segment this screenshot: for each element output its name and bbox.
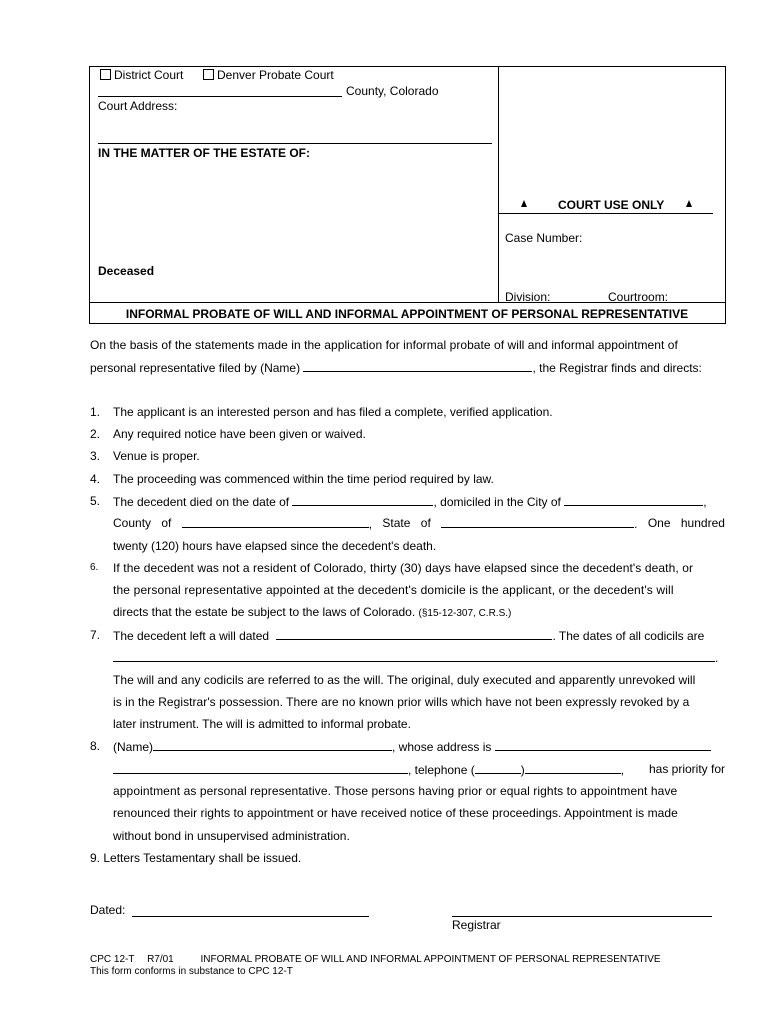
telephone-field[interactable]: [525, 762, 621, 774]
item-7-text-b: . The dates of all codicils are: [552, 629, 705, 643]
domicile-city-field[interactable]: [564, 494, 703, 506]
case-number-label: Case Number:: [505, 231, 583, 245]
dated-field[interactable]: [132, 916, 369, 917]
caption-divider: [498, 66, 499, 302]
denver-probate-court-label: Denver Probate Court: [217, 68, 334, 82]
intro-text-2b: , the Registrar finds and directs:: [532, 361, 702, 375]
item-5-text-f: ,: [368, 517, 373, 531]
item-2-number: 2.: [90, 427, 101, 441]
item-8-number: 8.: [90, 739, 101, 753]
denver-probate-court-option[interactable]: [203, 68, 334, 82]
intro-text-2a: personal representative filed by (Name): [90, 361, 301, 375]
division-label: Division:: [505, 290, 551, 304]
item-8-text-d: ): [520, 763, 525, 777]
item-3-number: 3.: [90, 449, 101, 463]
item-5-line-2: [113, 516, 725, 531]
up-arrow-left-icon: [521, 196, 527, 210]
item-6-text-b: the personal representative appointed at the decedent's domicile is the applicant, or the decedent's will: [113, 583, 674, 597]
pr-address-field[interactable]: [495, 739, 711, 751]
form-revision: R7/01: [147, 954, 174, 965]
item-5-text-a: The decedent died on the date of: [113, 495, 290, 509]
county-field[interactable]: [98, 96, 342, 97]
item-8-text-g: appointment as personal representative. Those persons having prior or equal rights to appointment have: [113, 784, 678, 798]
caption-box: [89, 66, 726, 324]
court-address-rule: [98, 143, 492, 144]
item-6-number: 6.: [90, 562, 99, 573]
item-8-text-b: , whose address is: [392, 740, 492, 754]
deceased-label: Deceased: [98, 264, 155, 278]
item-7-text-c: .: [715, 651, 719, 665]
form-code: CPC 12-T: [90, 954, 135, 965]
up-arrow-right-icon: [686, 196, 692, 210]
footer-conformance: This form conforms in substance to CPC 12-T: [90, 966, 293, 977]
applicant-name-field[interactable]: [303, 360, 532, 372]
item-1-number: 1.: [90, 405, 101, 419]
item-7-line-4: [113, 695, 725, 709]
item-8-line-1: [113, 739, 711, 754]
item-8-text-e: ,: [620, 763, 625, 777]
date-of-death-field[interactable]: [292, 494, 433, 506]
courtroom-label: Courtroom:: [608, 290, 669, 304]
county-colorado-label: County, Colorado: [346, 84, 439, 98]
item-6-line-1: [113, 561, 725, 575]
registrar-label: Registrar: [452, 918, 501, 932]
footer-form-title: INFORMAL PROBATE OF WILL AND INFORMAL APPOINTMENT OF PERSONAL REPRESENTATIVE: [200, 954, 661, 965]
court-address-label: Court Address:: [98, 99, 178, 113]
item-8-line-3: [113, 784, 725, 798]
item-8-text-c: , telephone (: [408, 763, 475, 777]
item-7-number: 7.: [90, 628, 101, 642]
item-5-line-3: twenty (120) hours have elapsed since the decedent's death.: [113, 539, 437, 553]
item-3-text: Venue is proper.: [113, 449, 200, 463]
item-5-text-h: of: [420, 516, 431, 530]
item-2-text: Any required notice have been given or waived.: [113, 427, 366, 441]
item-5-text-c: ,: [703, 495, 707, 509]
item-5-line-1: [113, 494, 707, 509]
item-6-line-3: [113, 605, 511, 619]
item-5-text-e: of: [161, 516, 172, 530]
dated-label: Dated:: [90, 903, 126, 917]
item-7-text-e: is in the Registrar's possession. There are no known prior wills which have not been expressly revoked by a: [113, 695, 690, 709]
will-date-field[interactable]: [276, 628, 552, 640]
district-court-checkbox[interactable]: [100, 69, 111, 80]
item-6-statute: (§15-12-307, C.R.S.): [418, 608, 512, 619]
county-of-death-field[interactable]: [182, 516, 369, 528]
item-7-line-1: [113, 628, 704, 643]
item-8-line-4: [113, 806, 725, 820]
item-7-line-5: later instrument. The will is admitted to informal probate.: [113, 717, 411, 731]
intro-line-1: [90, 338, 725, 352]
item-4-text: The proceeding was commenced within the time period required by law.: [113, 472, 494, 486]
item-8-line-5: without bond in unsupervised administration.: [113, 829, 350, 843]
item-7-line-2: [113, 650, 718, 665]
item-7-text-a: The decedent left a will dated: [113, 629, 270, 643]
item-6-text-c: directs that the estate be subject to the laws of Colorado.: [113, 605, 416, 619]
item-5-number: 5.: [90, 494, 101, 508]
district-court-label: District Court: [114, 68, 184, 82]
intro-line-2: [90, 360, 702, 375]
item-1-text: The applicant is an interested person and has filed a complete, verified application.: [113, 405, 553, 419]
item-5-text-b: , domiciled in the City of: [433, 495, 561, 509]
form-title: INFORMAL PROBATE OF WILL AND INFORMAL APPOINTMENT OF PERSONAL REPRESENTATIVE: [125, 307, 689, 321]
court-use-only-label: COURT USE ONLY: [558, 198, 665, 212]
item-8-text-h: renounced their rights to appointment or have received notice of these proceedings. Appointment is made: [113, 806, 678, 820]
item-5-text-i: .: [634, 517, 638, 531]
state-of-death-field[interactable]: [441, 516, 634, 528]
registrar-signature-line[interactable]: [452, 916, 712, 917]
footer-line-1: [90, 954, 661, 965]
item-5-text-k: hundred: [680, 516, 725, 530]
item-7-text-d: The will and any codicils are referred to as the will. The original, duly executed and apparently unrevoked will: [113, 673, 696, 687]
intro-text-1: On the basis of the statements made in the application for informal probate of will and informal appointment of: [90, 338, 678, 352]
item-8-line-2: [113, 762, 725, 777]
item-6-text-a: If the decedent was not a resident of Colorado, thirty (30) days have elapsed since the decedent's death, or: [113, 561, 694, 575]
item-6-line-2: [113, 583, 725, 597]
court-use-only-rule: [498, 213, 713, 214]
item-7-line-3: [113, 673, 725, 687]
item-4-number: 4.: [90, 472, 101, 486]
codicil-dates-field[interactable]: [113, 650, 715, 662]
item-5-text-g: State: [382, 516, 411, 530]
denver-probate-court-checkbox[interactable]: [203, 69, 214, 80]
area-code-field[interactable]: [475, 762, 521, 774]
pr-address-field-2[interactable]: [113, 762, 408, 774]
item-5-text-j: One: [647, 516, 671, 530]
item-8-text-a: (Name): [113, 740, 154, 754]
item-8-text-f: has priority for: [648, 762, 725, 776]
item-9-text: 9. Letters Testamentary shall be issued.: [90, 851, 302, 865]
estate-of-heading: IN THE MATTER OF THE ESTATE OF:: [98, 146, 310, 160]
item-5-text-d: County: [113, 516, 152, 530]
pr-name-field[interactable]: [153, 739, 392, 751]
district-court-option[interactable]: [100, 68, 183, 82]
